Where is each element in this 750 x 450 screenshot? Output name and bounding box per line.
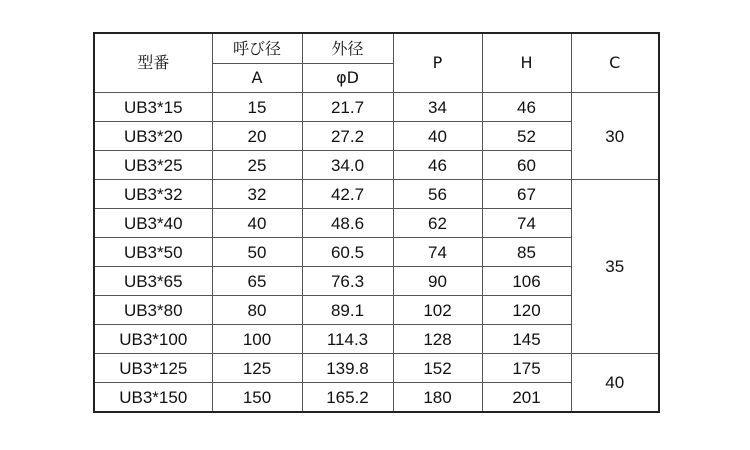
header-nominal-unit: A [212, 64, 302, 93]
cell-h: 85 [482, 238, 571, 267]
cell-model: UB3*40 [94, 209, 212, 238]
cell-p: 128 [393, 325, 482, 354]
cell-h: 52 [482, 122, 571, 151]
cell-a: 25 [212, 151, 302, 180]
cell-p: 46 [393, 151, 482, 180]
cell-d: 76.3 [302, 267, 393, 296]
header-nominal: 呼び径 [212, 33, 302, 64]
cell-d: 60.5 [302, 238, 393, 267]
cell-a: 150 [212, 383, 302, 413]
cell-model: UB3*32 [94, 180, 212, 209]
cell-p: 56 [393, 180, 482, 209]
cell-h: 106 [482, 267, 571, 296]
cell-model: UB3*50 [94, 238, 212, 267]
header-model: 型番 [94, 33, 212, 93]
header-c: C [571, 33, 659, 93]
cell-p: 40 [393, 122, 482, 151]
cell-h: 60 [482, 151, 571, 180]
cell-h: 201 [482, 383, 571, 413]
cell-c-group-3: 40 [571, 354, 659, 413]
cell-a: 32 [212, 180, 302, 209]
cell-d: 48.6 [302, 209, 393, 238]
cell-h: 120 [482, 296, 571, 325]
table-row [94, 93, 659, 122]
cell-p: 34 [393, 93, 482, 122]
cell-h: 145 [482, 325, 571, 354]
header-outer: 外径 [302, 33, 393, 64]
cell-model: UB3*15 [94, 93, 212, 122]
cell-a: 50 [212, 238, 302, 267]
cell-a: 20 [212, 122, 302, 151]
cell-h: 175 [482, 354, 571, 383]
cell-d: 21.7 [302, 93, 393, 122]
cell-a: 40 [212, 209, 302, 238]
cell-h: 46 [482, 93, 571, 122]
spec-table-container [93, 32, 660, 413]
header-outer-unit: φD [302, 64, 393, 93]
cell-a: 15 [212, 93, 302, 122]
cell-p: 62 [393, 209, 482, 238]
table-row [94, 354, 659, 383]
cell-p: 180 [393, 383, 482, 413]
ub3-spec-table [93, 32, 660, 413]
cell-h: 67 [482, 180, 571, 209]
cell-model: UB3*80 [94, 296, 212, 325]
cell-d: 139.8 [302, 354, 393, 383]
cell-model: UB3*25 [94, 151, 212, 180]
cell-a: 100 [212, 325, 302, 354]
cell-d: 89.1 [302, 296, 393, 325]
cell-a: 125 [212, 354, 302, 383]
cell-model: UB3*100 [94, 325, 212, 354]
cell-a: 80 [212, 296, 302, 325]
header-p: P [393, 33, 482, 93]
cell-p: 90 [393, 267, 482, 296]
cell-p: 74 [393, 238, 482, 267]
cell-c-group-1: 30 [571, 93, 659, 180]
cell-model: UB3*150 [94, 383, 212, 413]
cell-p: 102 [393, 296, 482, 325]
table-row [94, 180, 659, 209]
header-row-top [94, 33, 659, 64]
cell-d: 114.3 [302, 325, 393, 354]
cell-h: 74 [482, 209, 571, 238]
cell-d: 27.2 [302, 122, 393, 151]
cell-model: UB3*125 [94, 354, 212, 383]
cell-d: 42.7 [302, 180, 393, 209]
cell-d: 165.2 [302, 383, 393, 413]
cell-d: 34.0 [302, 151, 393, 180]
header-h: H [482, 33, 571, 93]
cell-p: 152 [393, 354, 482, 383]
cell-a: 65 [212, 267, 302, 296]
cell-model: UB3*65 [94, 267, 212, 296]
cell-c-group-2: 35 [571, 180, 659, 354]
cell-model: UB3*20 [94, 122, 212, 151]
